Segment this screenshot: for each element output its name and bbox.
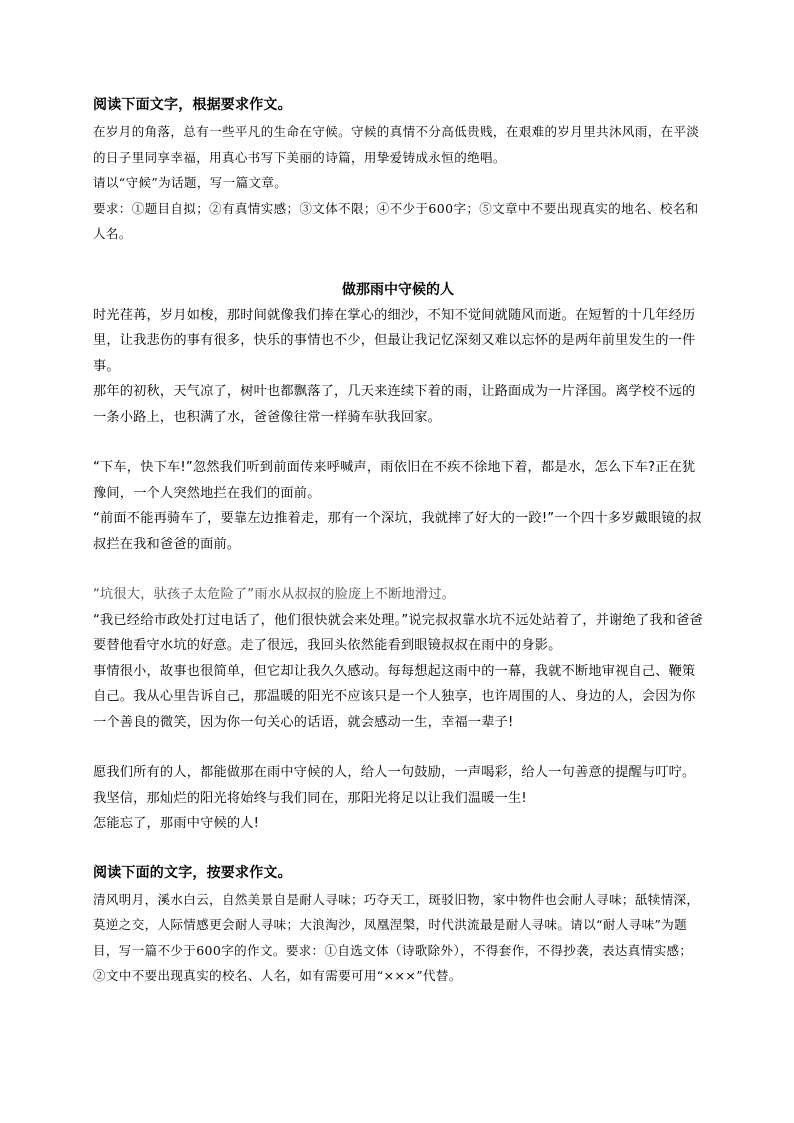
writing-task-2 <box>93 863 703 989</box>
essay-paragraph: “前面不能再骑车了，要靠左边推着走，那有一个深坑，我就摔了好大的一跤!”一个四十多岁戴眼镜的叔叔拦在我和爸爸的面前。 <box>93 511 702 552</box>
essay-paragraph: “下车，快下车!”忽然我们听到前面传来呼喊声，雨依旧在不疾不徐地下着，都是水，怎么下车?正在犹豫间，一个人突然地拦在我们的面前。 <box>93 460 696 501</box>
task-prompt: 清风明月，溪水白云，自然美景自是耐人寻味；巧夺天工，斑驳旧物，家中物件也会耐人寻味；舐犊情深，莫逆之交，人际情感更会耐人寻味；大浪淘沙，凤凰涅槃，时代洪流最是耐人寻味。请以“耐人寻味”为题目，写一篇不少于600字的作文。要求：①自选文体（诗歌除外），不得套作，不得抄袭，表达真情实感；②文中不要出现真实的校名、人名，如有需要可用“×××”代替。 <box>93 891 700 983</box>
sample-essay <box>93 280 703 837</box>
paragraph-spacer <box>93 557 703 582</box>
task-instruction: 请以“守候”为话题，写一篇文章。 <box>93 175 288 190</box>
task-heading: 阅读下面的文字，按要求作文。 <box>93 864 292 881</box>
writing-task-1 <box>93 95 703 247</box>
document-page <box>93 95 703 989</box>
essay-paragraph: 愿我们所有的人，都能做那在雨中守候的人，给人一句鼓励，一声喝彩，给人一句善意的提醒与叮咛。我坚信，那灿烂的阳光将始终与我们同在，那阳光将足以让我们温暖一生! <box>93 765 696 806</box>
essay-paragraph: “坑很大，驮孩子太危险了”雨水从叔叔的脸庞上不断地滑过。 <box>93 587 456 602</box>
essay-paragraph: 怎能忘了，那雨中守候的人! <box>93 816 260 831</box>
task-heading: 阅读下面文字，根据要求作文。 <box>93 97 292 113</box>
paragraph-spacer <box>93 430 703 455</box>
essay-paragraph: 事情很小，故事也很简单，但它却让我久久感动。每每想起这雨中的一幕，我就不断地审视自己、鞭策自己。我从心里告诉自己，那温暖的阳光不应该只是一个人独享，也许周围的人、身边的人，会因为你一个善良的微笑，因为你一句关心的话语，就会感动一生，幸福一辈子! <box>93 663 696 730</box>
essay-title: 做那雨中守候的人 <box>342 281 454 298</box>
essay-paragraph: 那年的初秋，天气凉了，树叶也都飘落了，几天来连续下着的雨，让路面成为一片泽国。离学校不远的一条小路上，也积满了水，爸爸像往常一样骑车驮我回家。 <box>93 384 696 425</box>
essay-paragraph: 时光荏苒，岁月如梭，那时间就像我们捧在掌心的细沙，不知不觉间就随风而逝。在短暂的十几年经历里，让我悲伤的事有很多，快乐的事情也不少，但最让我记忆深刻又难以忘怀的是两年前里发生的一件事。 <box>93 307 696 374</box>
task-prompt: 在岁月的角落，总有一些平凡的生命在守候。守候的真情不分高低贵贱，在艰难的岁月里共沐风雨，在平淡的日子里同享幸福，用真心书写下美丽的诗篇，用挚爱铸成永恒的绝唱。 <box>93 124 700 165</box>
paragraph-spacer <box>93 735 703 760</box>
essay-paragraph: “我已经给市政处打过电话了，他们很快就会来处理。”说完叔叔靠水坑不远处站着了，并谢绝了我和爸爸要替他看守水坑的好意。走了很远，我回头依然能看到眼镜叔叔在雨中的身影。 <box>93 612 703 653</box>
task-requirements: 要求：①题目自拟；②有真情实感；③文体不限；④不少于600字；⑤文章中不要出现真实的地名、校名和人名。 <box>93 200 699 241</box>
